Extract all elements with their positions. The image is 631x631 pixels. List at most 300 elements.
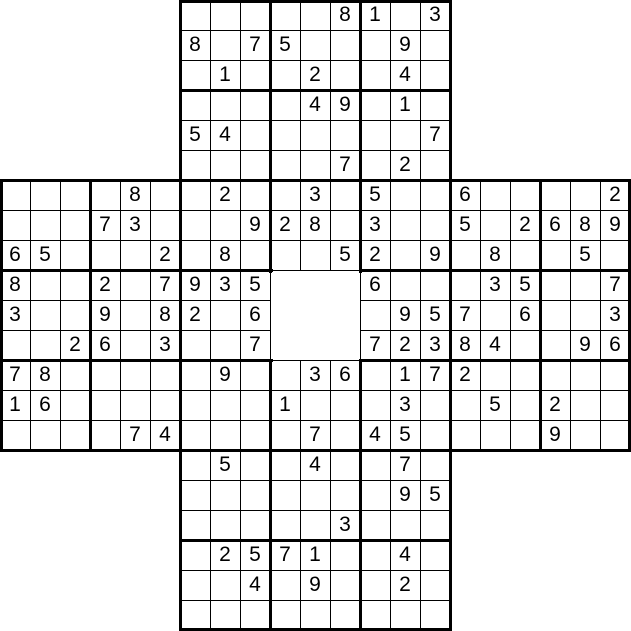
- empty-cell[interactable]: [270, 450, 300, 480]
- given-digit: 8: [489, 243, 501, 266]
- given-digit: 4: [309, 93, 321, 116]
- empty-cell[interactable]: [540, 180, 570, 210]
- empty-cell[interactable]: [120, 270, 150, 300]
- given-digit: 2: [399, 153, 411, 176]
- empty-cell[interactable]: [210, 30, 240, 60]
- given-digit: 3: [429, 3, 441, 26]
- given-digit: 9: [189, 273, 201, 296]
- empty-cell[interactable]: [540, 300, 570, 330]
- empty-cell[interactable]: [30, 210, 60, 240]
- empty-cell[interactable]: [180, 480, 210, 510]
- empty-cell[interactable]: [240, 120, 270, 150]
- grid-line: [120, 180, 121, 451]
- empty-cell[interactable]: [240, 90, 270, 120]
- grid-line: [180, 120, 451, 121]
- empty-cell[interactable]: [120, 300, 150, 330]
- grid-line: [330, 0, 331, 271]
- empty-cell[interactable]: [210, 90, 240, 120]
- empty-cell[interactable]: [180, 240, 210, 270]
- empty-cell[interactable]: [420, 210, 450, 240]
- empty-cell[interactable]: [210, 600, 240, 630]
- given-digit: 9: [429, 243, 441, 266]
- empty-cell[interactable]: [60, 240, 90, 270]
- empty-cell[interactable]: [60, 180, 90, 210]
- given-digit: 1: [369, 3, 381, 26]
- grid-line: [269, 359, 272, 631]
- empty-cell[interactable]: [180, 390, 210, 420]
- empty-cell[interactable]: [360, 600, 390, 630]
- given-digit: 5: [429, 303, 441, 326]
- given-digit: 9: [399, 303, 411, 326]
- given-digit: 2: [159, 243, 171, 266]
- given-digit: 6: [99, 333, 111, 356]
- empty-cell[interactable]: [360, 300, 390, 330]
- empty-cell[interactable]: [510, 240, 540, 270]
- grid-line: [420, 0, 421, 631]
- empty-cell[interactable]: [150, 180, 180, 210]
- empty-cell[interactable]: [600, 390, 630, 420]
- given-digit: 3: [399, 393, 411, 416]
- given-digit: 9: [219, 363, 231, 386]
- grid-line: [600, 180, 601, 451]
- empty-cell[interactable]: [390, 270, 420, 300]
- empty-cell[interactable]: [60, 270, 90, 300]
- empty-cell[interactable]: [360, 480, 390, 510]
- empty-cell[interactable]: [270, 60, 300, 90]
- empty-cell[interactable]: [240, 510, 270, 540]
- empty-cell[interactable]: [360, 540, 390, 570]
- empty-cell[interactable]: [270, 510, 300, 540]
- grid-line: [210, 0, 211, 631]
- given-digit: 7: [159, 273, 171, 296]
- empty-cell[interactable]: [420, 90, 450, 120]
- empty-cell[interactable]: [270, 240, 300, 270]
- empty-cell[interactable]: [360, 60, 390, 90]
- empty-cell[interactable]: [30, 420, 60, 450]
- given-digit: 3: [309, 363, 321, 386]
- empty-cell[interactable]: [330, 30, 360, 60]
- empty-cell[interactable]: [510, 180, 540, 210]
- given-digit: 9: [309, 573, 321, 596]
- empty-cell[interactable]: [300, 150, 330, 180]
- empty-cell[interactable]: [330, 480, 360, 510]
- empty-cell[interactable]: [240, 480, 270, 510]
- given-digit: 2: [69, 333, 81, 356]
- empty-cell[interactable]: [390, 600, 420, 630]
- given-digit: 3: [489, 273, 501, 296]
- empty-cell[interactable]: [60, 420, 90, 450]
- given-digit: 7: [249, 33, 261, 56]
- given-digit: 4: [309, 453, 321, 476]
- empty-cell[interactable]: [0, 210, 30, 240]
- grid-line: [180, 150, 451, 151]
- empty-cell[interactable]: [390, 240, 420, 270]
- given-digit: 6: [9, 243, 21, 266]
- given-digit: 6: [549, 213, 561, 236]
- empty-cell[interactable]: [330, 600, 360, 630]
- empty-cell[interactable]: [210, 480, 240, 510]
- empty-cell[interactable]: [330, 420, 360, 450]
- empty-cell[interactable]: [510, 360, 540, 390]
- given-digit: 7: [309, 423, 321, 446]
- empty-cell[interactable]: [120, 360, 150, 390]
- given-digit: 5: [339, 243, 351, 266]
- empty-cell[interactable]: [390, 0, 420, 30]
- given-digit: 5: [489, 393, 501, 416]
- given-digit: 7: [99, 213, 111, 236]
- grid-line: [0, 300, 271, 301]
- empty-cell[interactable]: [210, 420, 240, 450]
- grid-line: [360, 330, 631, 331]
- empty-cell[interactable]: [300, 30, 330, 60]
- empty-cell[interactable]: [210, 390, 240, 420]
- empty-cell[interactable]: [570, 270, 600, 300]
- given-digit: 6: [339, 363, 351, 386]
- empty-cell[interactable]: [270, 180, 300, 210]
- given-digit: 5: [429, 483, 441, 506]
- empty-cell[interactable]: [540, 240, 570, 270]
- grid-line: [89, 179, 92, 452]
- empty-cell[interactable]: [240, 60, 270, 90]
- given-digit: 5: [249, 543, 261, 566]
- empty-cell[interactable]: [270, 0, 300, 30]
- empty-cell[interactable]: [480, 300, 510, 330]
- grid-line: [360, 270, 361, 361]
- given-digit: 2: [609, 183, 621, 206]
- empty-cell[interactable]: [360, 510, 390, 540]
- empty-cell[interactable]: [420, 60, 450, 90]
- grid-line: [449, 0, 452, 631]
- given-digit: 2: [459, 363, 471, 386]
- grid-line: [0, 390, 631, 391]
- empty-cell[interactable]: [180, 210, 210, 240]
- empty-cell[interactable]: [420, 270, 450, 300]
- empty-cell[interactable]: [420, 150, 450, 180]
- empty-cell[interactable]: [60, 300, 90, 330]
- empty-cell[interactable]: [420, 540, 450, 570]
- grid-line: [359, 359, 362, 631]
- empty-cell[interactable]: [30, 180, 60, 210]
- empty-cell[interactable]: [180, 450, 210, 480]
- given-digit: 6: [39, 393, 51, 416]
- empty-cell[interactable]: [60, 210, 90, 240]
- given-digit: 7: [399, 453, 411, 476]
- given-digit: 7: [459, 303, 471, 326]
- given-digit: 2: [219, 183, 231, 206]
- empty-cell[interactable]: [270, 600, 300, 630]
- empty-cell[interactable]: [540, 270, 570, 300]
- grid-line: [180, 480, 451, 481]
- empty-cell[interactable]: [30, 300, 60, 330]
- empty-cell[interactable]: [330, 390, 360, 420]
- empty-cell[interactable]: [90, 390, 120, 420]
- empty-cell[interactable]: [0, 420, 30, 450]
- empty-cell[interactable]: [240, 420, 270, 450]
- empty-cell[interactable]: [300, 120, 330, 150]
- given-digit: 5: [399, 423, 411, 446]
- grid-line: [330, 360, 331, 631]
- given-digit: 3: [339, 513, 351, 536]
- empty-cell[interactable]: [240, 450, 270, 480]
- grid-line: [359, 359, 631, 362]
- given-digit: 6: [609, 333, 621, 356]
- empty-cell[interactable]: [360, 90, 390, 120]
- empty-cell[interactable]: [450, 240, 480, 270]
- empty-cell[interactable]: [30, 330, 60, 360]
- empty-cell[interactable]: [540, 360, 570, 390]
- empty-cell[interactable]: [210, 150, 240, 180]
- grid-line: [180, 30, 451, 31]
- empty-cell[interactable]: [120, 390, 150, 420]
- empty-cell[interactable]: [330, 210, 360, 240]
- grid-line: [30, 180, 31, 451]
- empty-cell[interactable]: [0, 180, 30, 210]
- empty-cell[interactable]: [60, 390, 90, 420]
- empty-cell[interactable]: [360, 450, 390, 480]
- given-digit: 9: [339, 93, 351, 116]
- empty-cell[interactable]: [420, 450, 450, 480]
- empty-cell[interactable]: [210, 510, 240, 540]
- empty-cell[interactable]: [570, 420, 600, 450]
- given-digit: 1: [219, 63, 231, 86]
- grid-line: [539, 179, 542, 452]
- grid-line: [359, 0, 362, 273]
- given-digit: 6: [519, 303, 531, 326]
- empty-cell[interactable]: [270, 150, 300, 180]
- empty-cell[interactable]: [330, 180, 360, 210]
- given-digit: 2: [189, 303, 201, 326]
- grid-line: [240, 0, 241, 631]
- empty-cell[interactable]: [240, 600, 270, 630]
- empty-cell[interactable]: [420, 180, 450, 210]
- empty-cell[interactable]: [300, 480, 330, 510]
- empty-cell[interactable]: [450, 270, 480, 300]
- empty-cell[interactable]: [390, 210, 420, 240]
- empty-cell[interactable]: [180, 90, 210, 120]
- empty-cell[interactable]: [150, 390, 180, 420]
- empty-cell[interactable]: [210, 0, 240, 30]
- grid-line: [480, 180, 481, 451]
- given-digit: 7: [609, 273, 621, 296]
- empty-cell[interactable]: [360, 360, 390, 390]
- empty-cell[interactable]: [570, 180, 600, 210]
- empty-cell[interactable]: [270, 480, 300, 510]
- empty-cell[interactable]: [0, 330, 30, 360]
- empty-cell[interactable]: [510, 390, 540, 420]
- grid-line: [0, 420, 631, 421]
- grid-line: [269, 0, 272, 273]
- empty-cell[interactable]: [360, 30, 390, 60]
- empty-cell[interactable]: [570, 390, 600, 420]
- given-digit: 1: [279, 393, 291, 416]
- given-digit: 2: [219, 543, 231, 566]
- empty-cell[interactable]: [300, 510, 330, 540]
- grid-line: [0, 359, 273, 362]
- empty-cell[interactable]: [420, 510, 450, 540]
- empty-cell[interactable]: [180, 150, 210, 180]
- empty-cell[interactable]: [420, 570, 450, 600]
- empty-cell[interactable]: [180, 330, 210, 360]
- empty-cell[interactable]: [540, 330, 570, 360]
- empty-cell[interactable]: [180, 0, 210, 30]
- empty-cell[interactable]: [180, 510, 210, 540]
- grid-line: [270, 360, 361, 361]
- empty-cell[interactable]: [180, 180, 210, 210]
- empty-cell[interactable]: [180, 60, 210, 90]
- empty-cell[interactable]: [270, 570, 300, 600]
- grid-line: [180, 510, 451, 511]
- empty-cell[interactable]: [180, 600, 210, 630]
- given-digit: 7: [249, 333, 261, 356]
- empty-cell[interactable]: [180, 570, 210, 600]
- given-digit: 2: [309, 63, 321, 86]
- given-digit: 3: [159, 333, 171, 356]
- grid-line: [179, 0, 452, 3]
- empty-cell[interactable]: [570, 360, 600, 390]
- given-digit: 9: [609, 213, 621, 236]
- given-digit: 7: [429, 363, 441, 386]
- empty-cell[interactable]: [90, 180, 120, 210]
- given-digit: 5: [219, 453, 231, 476]
- empty-cell[interactable]: [210, 210, 240, 240]
- empty-cell[interactable]: [210, 300, 240, 330]
- empty-cell[interactable]: [510, 420, 540, 450]
- empty-cell[interactable]: [90, 360, 120, 390]
- given-digit: 8: [129, 183, 141, 206]
- empty-cell[interactable]: [210, 330, 240, 360]
- given-digit: 8: [219, 243, 231, 266]
- empty-cell[interactable]: [390, 510, 420, 540]
- given-digit: 3: [129, 213, 141, 236]
- empty-cell[interactable]: [570, 300, 600, 330]
- empty-cell[interactable]: [120, 240, 150, 270]
- given-digit: 1: [399, 363, 411, 386]
- given-digit: 3: [609, 303, 621, 326]
- empty-cell[interactable]: [600, 420, 630, 450]
- empty-cell[interactable]: [360, 390, 390, 420]
- grid-line: [180, 570, 451, 571]
- empty-cell[interactable]: [150, 210, 180, 240]
- given-digit: 4: [249, 573, 261, 596]
- empty-cell[interactable]: [120, 330, 150, 360]
- empty-cell[interactable]: [360, 120, 390, 150]
- empty-cell[interactable]: [60, 360, 90, 390]
- empty-cell[interactable]: [270, 120, 300, 150]
- empty-cell[interactable]: [420, 30, 450, 60]
- grid-line: [180, 600, 451, 601]
- empty-cell[interactable]: [270, 360, 300, 390]
- given-digit: 8: [459, 333, 471, 356]
- empty-cell[interactable]: [150, 360, 180, 390]
- given-digit: 5: [579, 243, 591, 266]
- empty-cell[interactable]: [240, 390, 270, 420]
- empty-cell[interactable]: [360, 150, 390, 180]
- empty-cell[interactable]: [240, 150, 270, 180]
- given-digit: 4: [399, 63, 411, 86]
- empty-cell[interactable]: [600, 240, 630, 270]
- grid-line: [179, 0, 182, 631]
- given-digit: 5: [189, 123, 201, 146]
- empty-cell[interactable]: [180, 360, 210, 390]
- empty-cell[interactable]: [450, 390, 480, 420]
- empty-cell[interactable]: [390, 180, 420, 210]
- grid-line: [510, 180, 511, 451]
- grid-line: [300, 360, 301, 631]
- empty-cell[interactable]: [240, 240, 270, 270]
- empty-cell[interactable]: [30, 270, 60, 300]
- given-digit: 5: [279, 33, 291, 56]
- grid-line: [0, 330, 271, 331]
- given-digit: 5: [249, 273, 261, 296]
- empty-cell[interactable]: [480, 420, 510, 450]
- empty-cell[interactable]: [480, 360, 510, 390]
- grid-line: [300, 0, 301, 271]
- empty-cell[interactable]: [330, 570, 360, 600]
- grid-line: [180, 60, 451, 61]
- empty-cell[interactable]: [240, 0, 270, 30]
- empty-cell[interactable]: [420, 600, 450, 630]
- given-digit: 6: [369, 273, 381, 296]
- given-digit: 8: [39, 363, 51, 386]
- empty-cell[interactable]: [480, 180, 510, 210]
- empty-cell[interactable]: [300, 240, 330, 270]
- grid-line: [150, 180, 151, 451]
- empty-cell[interactable]: [90, 240, 120, 270]
- given-digit: 8: [9, 273, 21, 296]
- empty-cell[interactable]: [300, 0, 330, 30]
- empty-cell[interactable]: [180, 540, 210, 570]
- empty-cell[interactable]: [90, 420, 120, 450]
- empty-cell[interactable]: [600, 360, 630, 390]
- empty-cell[interactable]: [330, 60, 360, 90]
- empty-cell[interactable]: [270, 420, 300, 450]
- given-digit: 3: [309, 183, 321, 206]
- given-digit: 8: [159, 303, 171, 326]
- given-digit: 4: [159, 423, 171, 446]
- given-digit: 2: [549, 393, 561, 416]
- empty-cell[interactable]: [300, 390, 330, 420]
- grid-line: [0, 240, 631, 241]
- given-digit: 4: [219, 123, 231, 146]
- given-digit: 9: [549, 423, 561, 446]
- empty-cell[interactable]: [450, 420, 480, 450]
- empty-cell[interactable]: [330, 450, 360, 480]
- given-digit: 7: [279, 543, 291, 566]
- empty-cell[interactable]: [330, 540, 360, 570]
- grid-line: [0, 179, 3, 452]
- empty-cell[interactable]: [210, 570, 240, 600]
- given-digit: 9: [399, 33, 411, 56]
- given-digit: 3: [369, 213, 381, 236]
- given-digit: 3: [9, 303, 21, 326]
- given-digit: 7: [369, 333, 381, 356]
- empty-cell[interactable]: [360, 570, 390, 600]
- empty-cell[interactable]: [420, 420, 450, 450]
- given-digit: 5: [369, 183, 381, 206]
- empty-cell[interactable]: [240, 360, 270, 390]
- empty-cell[interactable]: [420, 390, 450, 420]
- empty-cell[interactable]: [300, 600, 330, 630]
- given-digit: 6: [249, 303, 261, 326]
- empty-cell[interactable]: [510, 330, 540, 360]
- empty-cell[interactable]: [240, 180, 270, 210]
- given-digit: 9: [579, 333, 591, 356]
- empty-cell[interactable]: [180, 420, 210, 450]
- empty-cell[interactable]: [390, 120, 420, 150]
- empty-cell[interactable]: [270, 90, 300, 120]
- empty-cell[interactable]: [330, 120, 360, 150]
- empty-cell[interactable]: [480, 210, 510, 240]
